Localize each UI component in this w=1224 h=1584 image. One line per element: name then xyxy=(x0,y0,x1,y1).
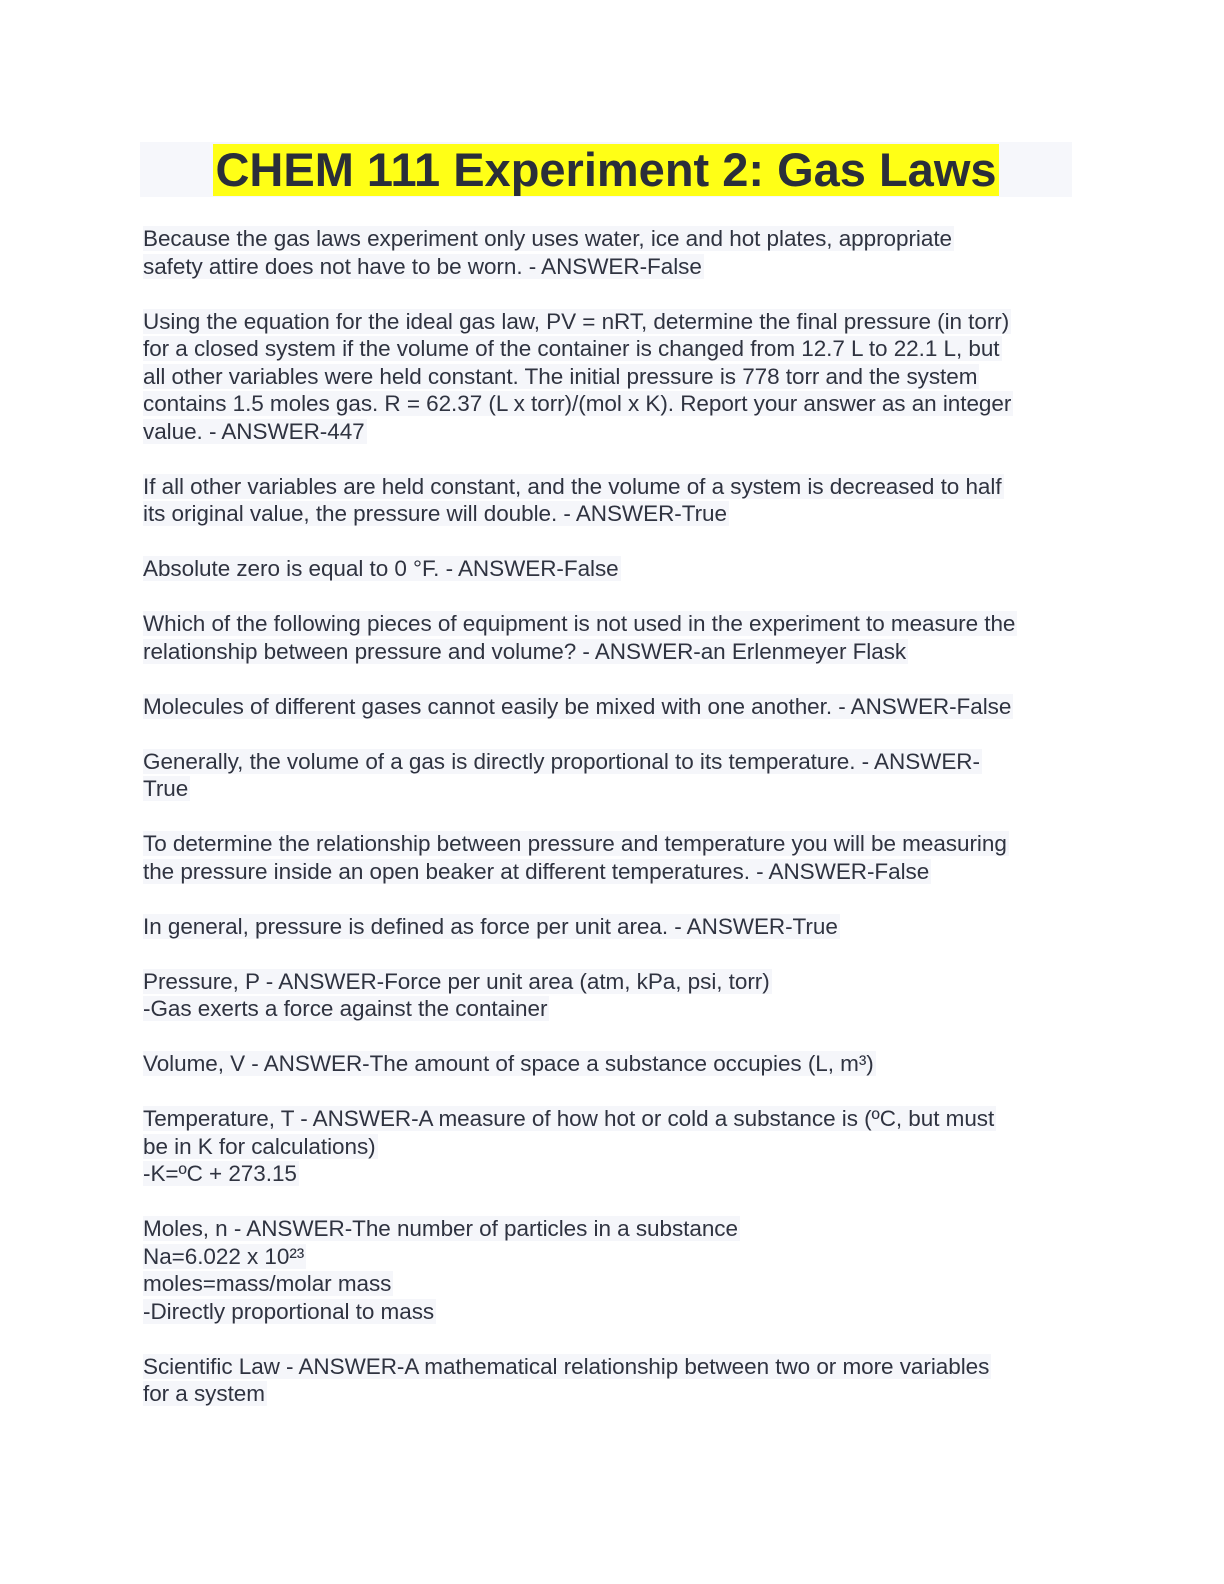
text-line: value. - ANSWER-447 xyxy=(143,418,365,444)
text-line-wrapper xyxy=(143,555,1078,583)
text-line: To determine the relationship between pressure and temperature you will be measuring xyxy=(143,831,1007,856)
text-line-wrapper xyxy=(143,693,1078,721)
text-line-wrapper xyxy=(143,363,1078,391)
qa-item xyxy=(143,1105,1078,1188)
qa-item xyxy=(143,308,1078,446)
qa-item xyxy=(143,830,1078,885)
text-line: -Directly proportional to mass xyxy=(143,1298,435,1324)
text-line: If all other variables are held constant, and the volume of a system is decreased to half xyxy=(143,473,1002,499)
qa-item xyxy=(143,1353,1078,1408)
text-line: -K=ºC + 273.15 xyxy=(143,1161,297,1186)
text-line: Temperature, T - ANSWER-A measure of how hot or cold a substance is (ºC, but must xyxy=(143,1106,995,1131)
text-line-wrapper xyxy=(143,1243,1078,1271)
text-line: its original value, the pressure will double. - ANSWER-True xyxy=(143,501,727,526)
text-line-wrapper xyxy=(143,1105,1078,1133)
text-line: moles=mass/molar mass xyxy=(143,1271,392,1296)
text-line-wrapper xyxy=(143,390,1078,418)
text-line-wrapper xyxy=(143,1380,1078,1408)
qa-item xyxy=(143,968,1078,1023)
text-line-wrapper xyxy=(143,1050,1078,1078)
text-line-wrapper xyxy=(143,638,1078,666)
text-line: safety attire does not have to be worn. - ANSWER-False xyxy=(143,253,702,279)
text-line: be in K for calculations) xyxy=(143,1133,376,1159)
text-line-wrapper xyxy=(143,968,1078,996)
text-line-wrapper xyxy=(143,253,1078,281)
text-line: contains 1.5 moles gas. R = 62.37 (L x torr)/(mol x K). Report your answer as an integer xyxy=(143,391,1012,416)
text-line: Because the gas laws experiment only uses water, ice and hot plates, appropriate xyxy=(143,226,952,251)
text-line-wrapper xyxy=(143,610,1078,638)
text-line: for a closed system if the volume of the container is changed from 12.7 L to 22.1 L, but xyxy=(143,336,1000,361)
text-line: for a system xyxy=(143,1381,265,1406)
text-line: Na=6.022 x 10²³ xyxy=(143,1243,305,1269)
qa-item xyxy=(143,913,1078,941)
text-line-wrapper xyxy=(143,995,1078,1023)
text-line-wrapper xyxy=(143,1353,1078,1381)
text-line: Scientific Law - ANSWER-A mathematical relationship between two or more variables xyxy=(143,1353,990,1379)
qa-item xyxy=(143,748,1078,803)
text-line-wrapper xyxy=(143,308,1078,336)
text-line-wrapper xyxy=(143,418,1078,446)
text-line: In general, pressure is defined as force per unit area. - ANSWER-True xyxy=(143,913,838,939)
text-line-wrapper xyxy=(143,335,1078,363)
text-line: -Gas exerts a force against the container xyxy=(143,996,548,1021)
text-line-wrapper xyxy=(143,748,1078,776)
text-line-wrapper xyxy=(143,1215,1078,1243)
text-line: Absolute zero is equal to 0 °F. - ANSWER-False xyxy=(143,556,619,581)
qa-item xyxy=(143,693,1078,721)
title-band xyxy=(140,142,1072,197)
text-line-wrapper xyxy=(143,1160,1078,1188)
qa-item xyxy=(143,1215,1078,1325)
text-line: Using the equation for the ideal gas law, PV = nRT, determine the final pressure (in torr) xyxy=(143,308,1010,334)
text-line: relationship between pressure and volume? - ANSWER-an Erlenmeyer Flask xyxy=(143,638,907,664)
qa-item xyxy=(143,473,1078,528)
text-line-wrapper xyxy=(143,913,1078,941)
text-line: the pressure inside an open beaker at different temperatures. - ANSWER-False xyxy=(143,858,930,884)
qa-item xyxy=(143,555,1078,583)
text-line: Generally, the volume of a gas is directly proportional to its temperature. - ANSWER- xyxy=(143,748,980,774)
text-line: Volume, V - ANSWER-The amount of space a substance occupies (L, m³) xyxy=(143,1051,874,1076)
text-line-wrapper xyxy=(143,1133,1078,1161)
text-line-wrapper xyxy=(143,830,1078,858)
text-line-wrapper xyxy=(143,473,1078,501)
text-line-wrapper xyxy=(143,1270,1078,1298)
text-line: True xyxy=(143,776,189,801)
text-line: all other variables were held constant. The initial pressure is 778 torr and the system xyxy=(143,363,978,389)
text-line: Moles, n - ANSWER-The number of particles in a substance xyxy=(143,1216,738,1241)
text-line: Which of the following pieces of equipment is not used in the experiment to measure the xyxy=(143,611,1016,636)
text-line: Molecules of different gases cannot easily be mixed with one another. - ANSWER-False xyxy=(143,693,1012,719)
qa-item xyxy=(143,610,1078,665)
document-title: CHEM 111 Experiment 2: Gas Laws xyxy=(215,143,997,196)
text-line-wrapper xyxy=(143,1298,1078,1326)
text-line-wrapper xyxy=(143,858,1078,886)
text-line-wrapper xyxy=(143,225,1078,253)
text-line: Pressure, P - ANSWER-Force per unit area (atm, kPa, psi, torr) xyxy=(143,968,770,994)
qa-item xyxy=(143,1050,1078,1078)
text-line-wrapper xyxy=(143,775,1078,803)
document-body xyxy=(143,225,1078,1435)
text-line-wrapper xyxy=(143,500,1078,528)
qa-item xyxy=(143,225,1078,280)
